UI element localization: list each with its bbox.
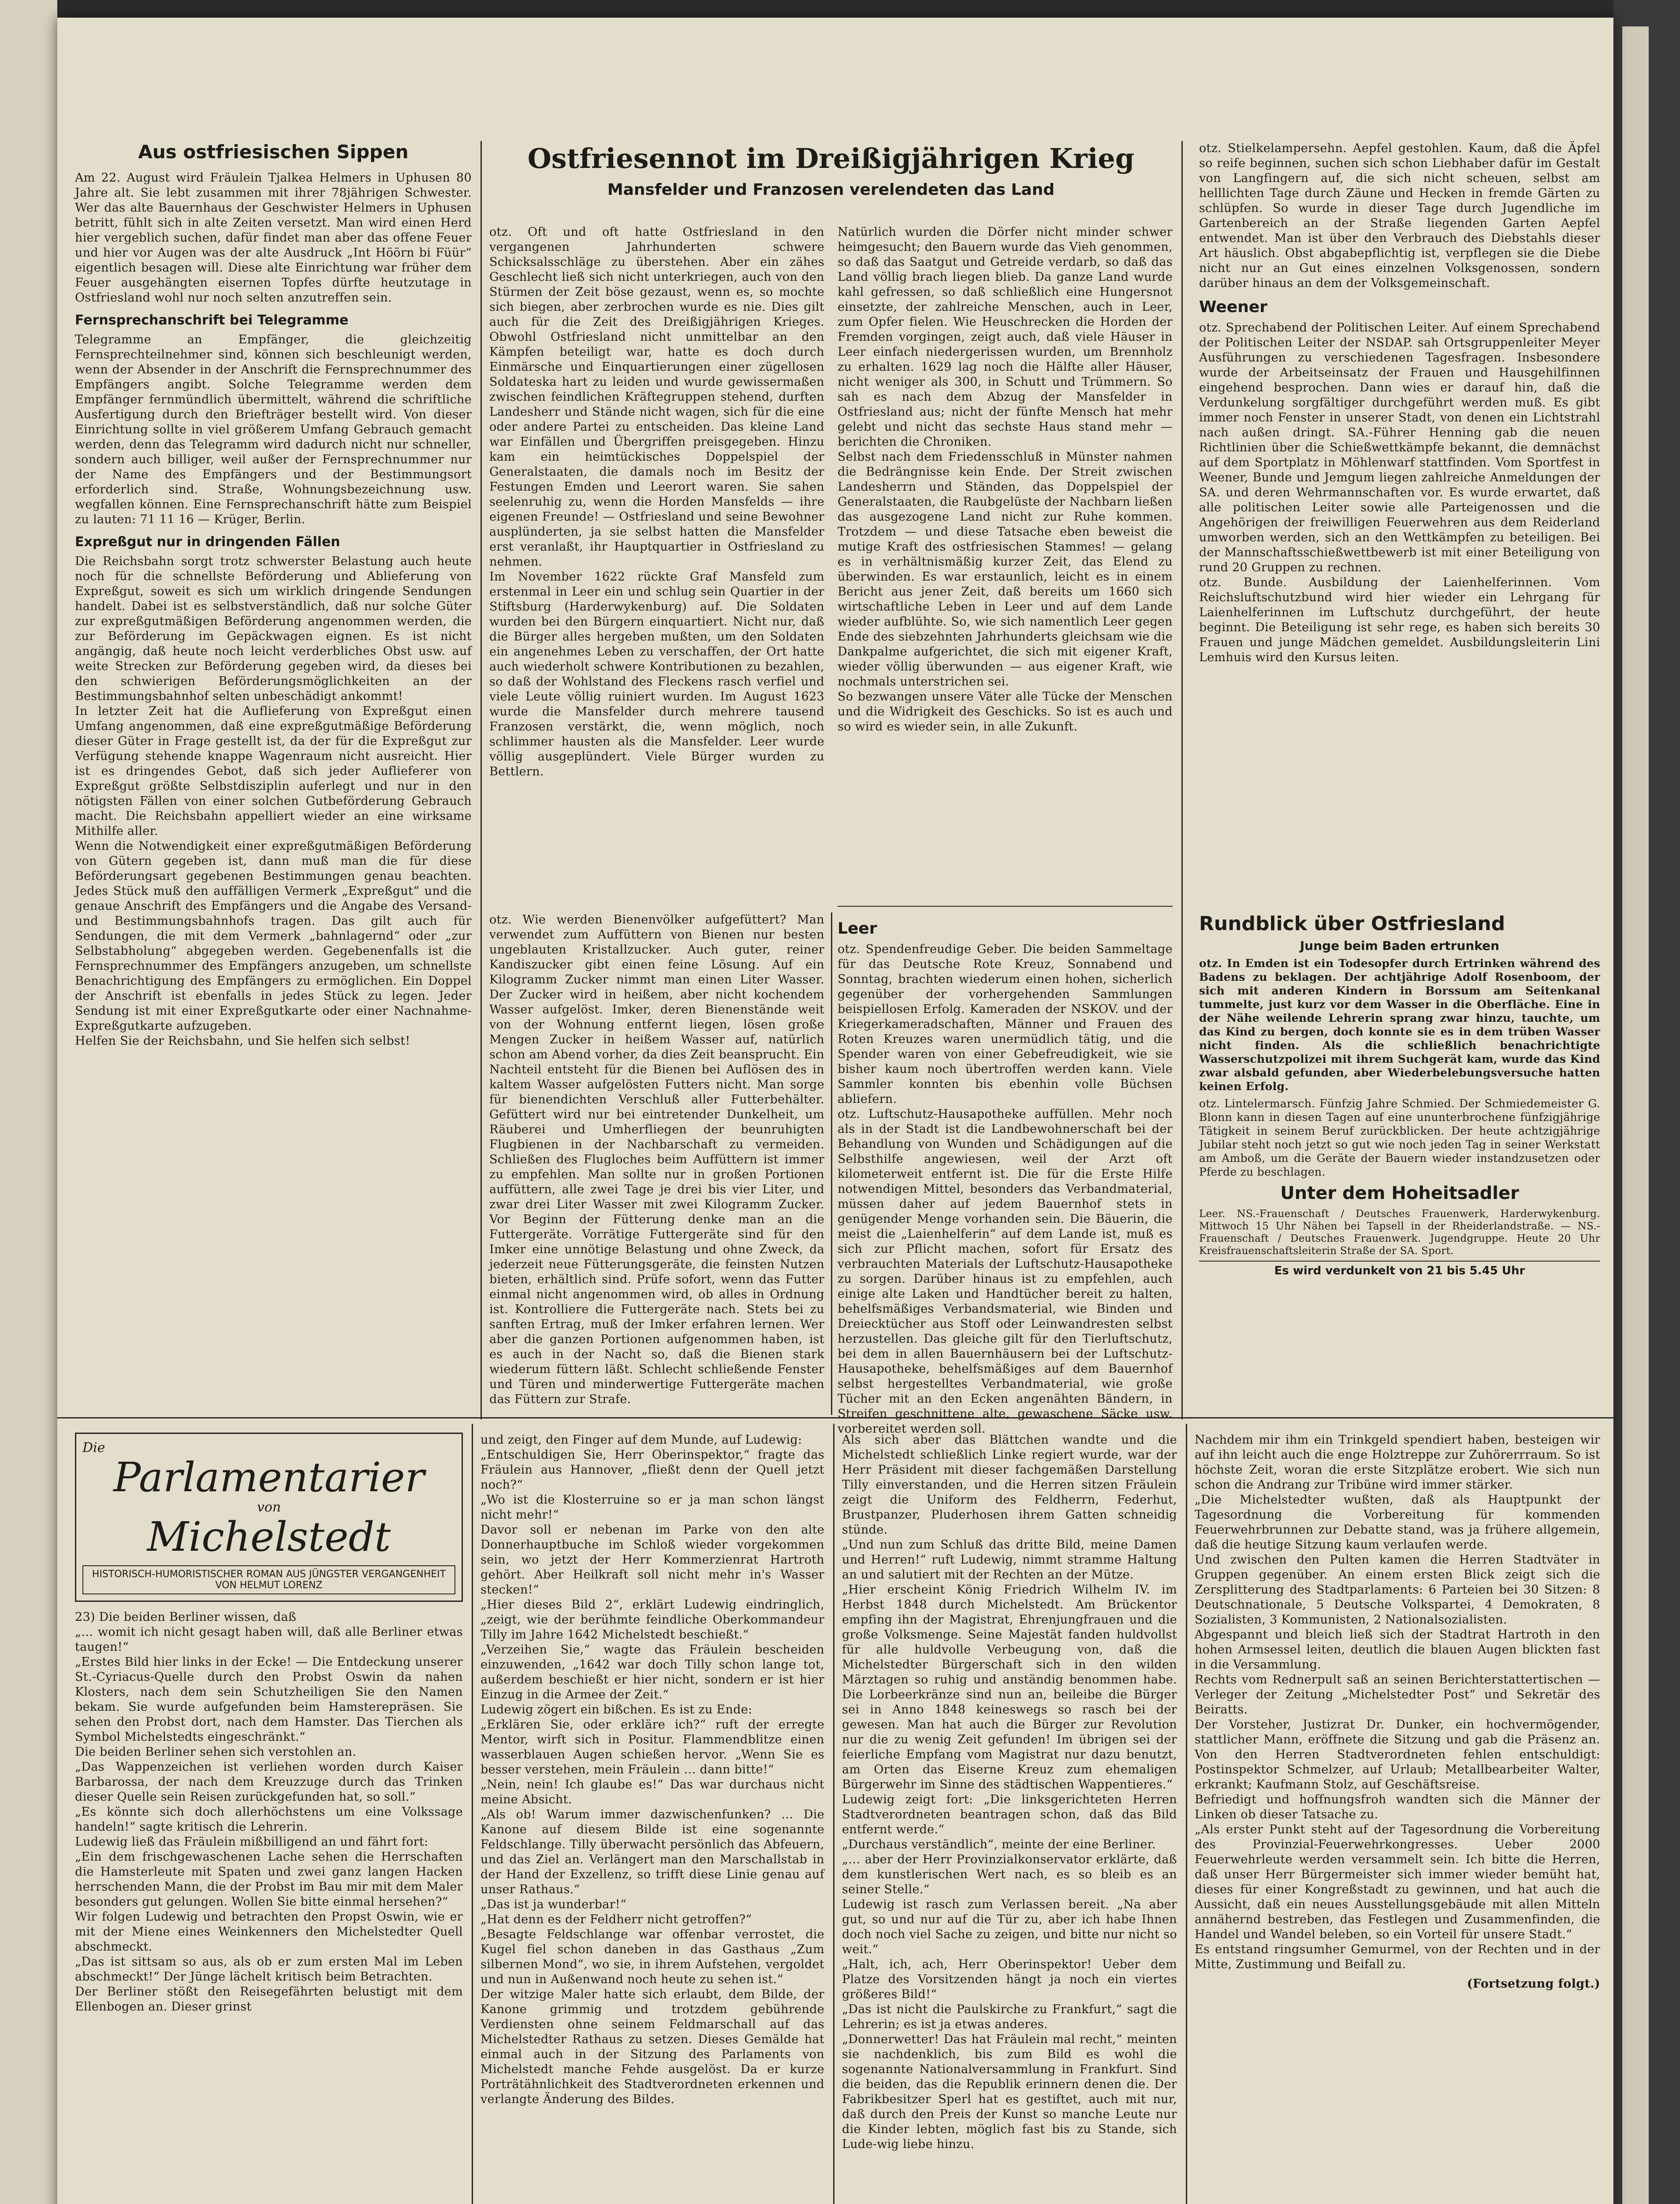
headline-fernsprech: Fernsprechanschrift bei Telegramme xyxy=(75,313,349,328)
main-headline: Ostfriesennot im Dreißigjährigen Krieg xyxy=(527,142,1135,175)
column-rule xyxy=(472,1424,473,2204)
article-sippen: Am 22. August wird Fräulein Tjalkea Helmers in Uphusen 80 Jahre alt. Sie lebt zusammen mit ihrer 78jährigen Schwester. Wer das alte Bauernhaus der Geschwister Helmers in Uphusen betritt, fühlt sich in alte Zeiten versetzt. Man wird einen Herd hier vergeblich suchen, dafür findet man aber das offene Feuer und hier vor Augen was der alte Ausdruck „Int Höörn bi Füür“ eigentlich besagen will. Diese alte Einrichtung war früher dem Feuer ausgehängten eisernen Topfes dürfte heutzutage in Ostfriesland wohl nur noch selten anzutreffen sein. xyxy=(75,171,472,305)
novel-text-3: Als sich aber das Blättchen wandte und die Michelstedt schließlich Linke regiert wurde, war der Herr Präsident mit dieser fachgemäßen Darstellung Tilly einverstanden, und die Herren sitzen Fräulein zeigt die Uniform des Feldherrn, Federhut, Brustpanzer, Pluderhosen ihrem Gatten schneidig stünde. „Und nun zum Schluß das dritte Bild, meine Damen und Herren!“ ruft Ludewig, nimmt stramme Haltung an und salutiert mit der Rechten an der Mütze. „Hier erscheint König Friedrich Wilhelm IV. im Herbst 1848 durch Michelstedt. Am Brückentor empfing ihn der Magistrat, Ehrenjungfrauen und die große Volksmenge. Seine Majestät fanden huldvollst für alle huldvolle Verbeugung von, daß die Michelstedter Bürgerschaft sich in den wilden Märztagen so ruhig und anständig benommen habe. Die Lorbeerkränze sind nun an, beileibe die Bürger sei in Anno 1848 keineswegs so rasch bei der gewesen. Man hat auch die Bürger zur Revolution nur die zu wenig Zeit gefunden! Im übrigen sei der feierliche Empfang vom Magistrat nur dazu benutzt, am Orten das Eiserne Kreuz zum ehemaligen Bürgerwehr im Sinne des städtischen Wappentieres.“ Ludewig zeigt fort: „Die linksgerichteten Herren Stadtverordneten beantragen schon, daß das Bild entfernt werde.“ „Durchaus verständlich“, meinte der eine Berliner. „… aber der Herr Provinzialkonservator erklärte, daß dem kunstlerischen Wert nach, es so bleib es an seiner Stelle.“ Ludewig ist rasch zum Verlassen bereit. „Na aber gut, so und nur auf die Tür zu, aber ich habe Ihnen doch noch viel Sache zu zeigen, und bitte nur nicht so weit.“ „Halt, ich, ach, Herr Oberinspektor! Ueber dem Platze des Vorsitzenden hängt ja noch ein viertes größeres Bild!“ „Das ist nicht die Paulskirche zu Frankfurt,“ sagt die Lehrerin; es ist ja etwas anderes. „Donnerwetter! Das hat Fräulein mal recht,“ meinten sie nachdenklich, bis zum Bild es wohl die sogenannte Nationalversammlung in Frankfurt. Sind die beiden, das die Republik erinnern denen die. Der Fabrikbesitzer Sperl hat es gestiftet, auch mit nur, daß durch den Preis der Kunst so manche Leute nur die Kinder lebten, möglich fast bis zu Stande, sich Lude-wig liebe hinzu. xyxy=(842,1433,1177,2151)
novel-col-3 xyxy=(842,1433,1177,2204)
column-rule xyxy=(1181,141,1183,1419)
main-article-text-2: Natürlich wurden die Dörfer nicht minder schwer heimgesucht; den Bauern wurde das Vieh genommen, so daß das Saatgut und Getreide verdarb, so daß das Land völlig brach liegen blieb. Da ganze Land wurde kahl gefressen, so daß schließlich eine Hungersnot einsetzte, der zahlreiche Menschen, auch in Leer, zum Opfer fielen. Wie Heuschrecken die Horden der Fremden vorgingen, zeigt auch, daß viele Häuser in Leer einfach niedergerissen wurden, um Brennholz zu erhalten. 1629 lag noch die Hälfte aller Häuser, nicht weniger als 300, in Schutt und Trümmern. So sah es nach dem Abzug der Mansfelder in Ostfriesland aus; nicht der fünfte Mensch hat mehr gelebt und nicht das sechste Haus stand mehr — berichten die Chroniken. Selbst nach dem Friedensschluß in Münster nahmen die Bedrängnisse kein Ende. Der Streit zwischen Landesherrn und Ständen, das Doppelspiel der Generalstaaten, die Raubgelüste der Nachbarn ließen das ausgezogene Land nicht zur Ruhe kommen. Trotzdem — und diese Tatsache eben beweist die mutige Kraft des ostfriesischen Stammes! — gelang es in verhältnismäßig kurzer Zeit, das Elend zu überwinden. Es war erstaunlich, leicht es in einem Bericht aus jener Zeit, daß bereits um 1660 sich wirtschaftliche Leben in Leer und auf dem Lande wieder aufblühte. So, wie sich namentlich Leer gegen Ende des siebzehnten Jahrhunderts gleichsam wie die Dankpalme aufgerichtet, die sich mit eigener Kraft, wieder völlig überwunden — aus eigener Kraft, wie nochmals unterstrichen sei. So bezwangen unsere Väter alle Tücke der Menschen und die Widrigkeit des Geschicks. So ist es auch und so wird es wieder sein, in alle Zukunft. xyxy=(838,225,1173,733)
banner-michelstedt: Michelstedt xyxy=(147,1513,391,1560)
rundblick-lead-text: otz. In Emden ist ein Todesopfer durch Ertrinken während des Badens zu beklagen. Der achtjährige Adolf Rosenboom, der sich mit anderen Kindern in Borssum am Seitenkanal tummelte, just kurz vor dem Wasser in die Oberfläche. Eine in der Nähe weilende Lehrerin sprang zwar hinzu, tauchte, um das Kind zu bergen, doch konnte sie es in dem trüben Wasser nicht finden. Als die schließlich benachrichtigte Wasserschutzpolizei mit ihrem Suchgerät kam, wurde das Kind zwar alsbald gefunden, aber Wiederbelebungsversuche hatten keinen Erfolg. xyxy=(1199,957,1600,1093)
headline-leer: Leer xyxy=(838,920,877,938)
column-1 xyxy=(75,141,472,1415)
column-rule xyxy=(481,141,482,1419)
main-article-text-1: otz. Oft und oft hatte Ostfriesland in den vergangenen Jahrhunderten schwere Schicksalsschläge zu überstehen. Aber ein zähes Geschlecht ließ sich nicht unterkriegen, auch von den Stürmen der Zeit böse gezaust, wenn es, so mochte sich biegen, aber zerbrochen wurde es nie. Dies gilt auch für die Zeit des Dreißigjährigen Krieges. Obwohl Ostfriesland nicht unmittelbar an den Kämpfen beteiligt war, hatte es doch durch Einmärsche und Einquartierungen einer zügellosen Soldateska hart zu leiden und wurde gewissermaßen zwischen feindlichen Kräftegruppen stehend, durften Landesherr und Stände nicht wagen, sich für die eine oder andere Partei zu entscheiden. Das kleine Land war Einfällen und Übergriffen preisgegeben. Hinzu kam ein heimtückisches Doppelspiel der Generalstaaten, die damals noch im Besitz der Festungen Emden und Leerort waren. Sie sahen seelenruhig zu, wenn die Horden Mansfelds — ihre eigenen Freunde! — Ostfriesland und seine Bewohner ausplünderten, ja sie selbst hatten die Mansfelder erst veranlaßt, ihr Hauptquartier in Ostfriesland zu nehmen. Im November 1622 rückte Graf Mansfeld zum erstenmal in Leer ein und schlug sein Quartier in der Stiftsburg (Harderwykenburg) auf. Die Soldaten wurden bei den Bürgern einquartiert. Nicht nur, daß die Bürger alles hergeben mußten, um den Soldaten ein angenehmes Leben zu verschaffen, der Ort hatte auch wiederholt schwere Kontributionen zu bezahlen, so daß der Wohlstand des Fleckens rasch verfiel und viele Leute völlig ruiniert wurden. Im August 1623 wurde die Mansfelder durch mehrere tausend Franzosen verstärkt, die, wenn möglich, noch schlimmer hausten als die Mansfelder. Leer wurde völlig ausgeplündert. Viele Bürger wurden zu Bettlern. xyxy=(489,225,824,778)
headline-sippen: Aus ostfriesischen Sippen xyxy=(138,141,409,163)
leer-text: otz. Spendenfreudige Geber. Die beiden Sammeltage für das Deutsche Rote Kreuz, Sonnabend und Sonntag, brachten wiederum einen hohen, sicherlich gegenüber der vorhergehenden Sammlungen beispiellosen Erfolg. Kameraden der NSKOV. und der Kriegerkameradschaften, Männer und Frauen des Roten Kreuzes waren unermüdlich tätig, und die Spender waren von einer Gebefreudigkeit, wie sie bisher kaum noch übertroffen werden kann. Viele Sammler konnten bis ebenhin volle Büchsen abliefern. otz. Luftschutz-Hausapotheke auffüllen. Mehr noch als in der Stadt ist die Landbewohnerschaft bei der Behandlung von Wunden und Schädigungen auf die Selbsthilfe angewiesen, weil der Arzt oft kilometerweit entfernt ist. Die für die Erste Hilfe notwendigen Mittel, besonders das Verbandmaterial, müssen daher auf jedem Bauernhof stets in genügender Menge vorhanden sein. Die Bäuerin, die meist die „Laienhelferin“ auf dem Lande ist, muß es sich zur Pflicht machen, sofort für Ersatz des verbrauchten Materials der Luftschutz-Hausapotheke zu sorgen. Darüber hinaus ist zu empfehlen, auch einige alte Laken und Handtücher bereit zu halten, behelfsmäßiges Verbandsmaterial, wie Binden und Dreiecktücher aus Stoff oder Leinwandresten selbst herzustellen. Das gleiche gilt für den Tierluftschutz, bei dem in allen Bauernhäusern bei der Luftschutz-Hausapotheke, behelfsmäßiges auf dem Bauernhof selbst hergestelltes Verbandmaterial, wie große Tücher mit an den Ecken angenähten Bändern, in Streifen geschnittene alte, gewaschene Säcke usw. vorbereitet werden soll. xyxy=(838,942,1173,1436)
novel-text-4: Nachdem mir ihm ein Trinkgeld spendiert haben, besteigen wir auf ihn leicht auch die enge Holztreppe zur Zuhörerrraum. So ist höchste Zeit, woran die erste Sitzplätze erobert. Wie sich nun schon die Andrang zur Tribüne wird immer stärker. „Die Michelstedter wußten, daß als Hauptpunkt der Tagesordnung die Vorbereitung für kommenden Feuerwehrbrunnen zur Debatte stand, was ja frühere allgemein, daß die heutige Sitzung kaum verlaufen werde. Und zwischen den Pulten kamen die Herren Stadtväter in Gruppen gegenüber. An einem ersten Blick zeigt sich die Zersplitterung des Stadtparlaments: 6 Parteien bei 30 Sitzen: 8 Deutschnationale, 5 Deutsche Volkspartei, 4 Demokraten, 8 Sozialisten, 3 Kommunisten, 2 Nationalsozialisten. Abgespannt und bleich ließ sich der Stadtrat Hartroth in den hohen Armsessel leiten, deutlich die blauen Augen blickten fast in die Versammlung. Rechts vom Rednerpult saß an seinen Berichterstattertischen — Verleger der Zeitung „Michelstedter Post“ und Sekretär des Beiratts. Der Vorsteher, Justizrat Dr. Dunker, ein hochvermögender, stattlicher Mann, eröffnete die Sitzung und gab die Präsenz an. Von den Herren Stadtverordneten fehlen entschuldigt: Postinspektor Schmelzer, auf Urlaub; Metallbearbeiter Walter, erkrankt; Kaufmann Stolz, auf Geschäftsreise. Befriedigt und hoffnungsfroh wandten sich die Männer der Linken ob dieser Tatsache zu. „Als erster Punkt steht auf der Tagesordnung die Vorbereitung des Provinzial-Feuerwehrkongresses. Ueber 2000 Feuerwehrleute werden versammelt sein. Ich bitte die Herren, daß unser Herr Bürgermeister sich immer wieder bemüht hat, dieses für einer Kongreßstadt zu gewinnen, und hat auch die Aussicht, daß ein neues Ausstellungsgebäude mit allen Mitteln annähernd bestreben, das Festlegen und Zusammenfinden, die Handel und Wandel beleben, so ein Vorteil für unsere Stadt.“ Es entstand ringsumher Gemurmel, von der Rechten und in der Mitte, Zustimmung und Beifall zu. xyxy=(1195,1433,1600,1971)
novel-col-2 xyxy=(481,1433,824,2204)
headline-rundblick: Rundblick über Ostfriesland xyxy=(1199,912,1505,935)
novel-title-banner xyxy=(75,1433,463,1602)
banner-subtitle: HISTORISCH-HUMORISTISCHER ROMAN AUS JÜNGSTER VERGANGENHEIT VON HELMUT LORENZ xyxy=(82,1565,455,1594)
banner-die: Die xyxy=(82,1440,105,1456)
section-rule xyxy=(57,1417,1613,1418)
leer-section xyxy=(838,912,1173,1436)
column-rule xyxy=(831,912,832,1415)
main-subheadline: Mansfelder und Franzosen verelendeten das Land xyxy=(607,181,1055,199)
bienen-text: otz. Wie werden Bienenvölker aufgefüttert? Man verwendet zum Auffüttern von Bienen nur besten ungeblauten Kristallzucker. Auch guter, reiner Kandiszucker gibt einen feine Lösung. Auf ein Kilogramm Zucker nimmt man einen Liter Wasser. Der Zucker wird in heißem, aber nicht kochendem Wasser aufgelöst. Imker, deren Bienenstände weit von der Wohnung entfernt liegen, lösen große Mengen Zucker in heißem Wasser auf, natürlich schon am Abend vorher, da dies Zeit beansprucht. Ein Nachteil entsteht für die Bienen bei Auflösen des in kaltem Wasser aufgelösten Futters nicht. Man sorge für bienendichten Verschluß aller Futterbehälter. Gefüttert wird nur bei eintretender Dunkelheit, um Räuberei und Umherfliegen der beunruhigten Flugbienen in der Nachbarschaft zu vermeiden. Schließen des Flugloches beim Auffüttern ist immer zu empfehlen. Man sollte nur in großen Portionen auffüttern, alle zwei Tage je drei bis vier Liter, und zwar drei Liter Wasser mit zwei Kilogramm Zucker. Vor Beginn der Fütterung denke man an die Futtergeräte. Vorrätige Futtergeräte sind für den Imker eine unnötige Belastung und ohne Zweck, da jederzeit neue Fütterungsgeräte, die feinsten Nutzen bieten, erhältlich sind. Prüfe sofort, wenn das Futter einmal nicht angenommen wird, ob alles in Ordnung ist. Kontrolliere die Futtergeräte nach. Stets bei zu sanften Ertrag, muß der Imker erfahren lernen. Wer aber die ganzen Portionen aufgenommen haben, ist es auch in der Nacht so, daß die Bienen stark wiederum füttern läßt. Schlecht schließende Fenster und Türen und minderwertige Futtergeräte machen das Füttern zur Strafe. xyxy=(489,913,824,1406)
headline-hoheitsadler: Unter dem Hoheitsadler xyxy=(1280,1183,1519,1203)
hoheitsadler-text: Leer. NS.-Frauenschaft / Deutsches Frauenwerk, Harderwykenburg. Mittwoch 15 Uhr Nähen bei Tapsell in der Rheiderlandstraße. — NS.-Frauenschaft / Deutsches Frauenwerk. Jugendgruppe. Heute 20 Uhr Kreisfrauenschaftsleiterin Straße der SA. Sport. xyxy=(1199,1208,1600,1257)
newspaper-page xyxy=(57,18,1613,2204)
banner-parlamentarier: Parlamentarier xyxy=(113,1454,425,1501)
novel-text-1: 23) Die beiden Berliner wissen, daß „… womit ich nicht gesagt haben will, daß alle Berliner etwas taugen!“ „Erstes Bild hier links in der Ecke! — Die Entdeckung unserer St.-Cyriacus-Quelle durch den Probst Oswin da nahen Klosters, nach dem sein Schutzheiligen Sie den Namen bekam. Sie wurde aufgefunden beim Hamsterepräsen. Sie sehen den Probst dort, nach dem Hamster. Das Tierchen als Symbol Michelstedts eingeschränkt.“ Die beiden Berliner sehen sich verstohlen an. „Das Wappenzeichen ist verliehen worden durch Kaiser Barbarossa, der nach dem Kreuzzuge durch das Trinken dieser Quelle sein Reisen zurückgefunden hat, so soll.“ „Es könnte sich doch allerhöchstens um eine Volkssage handeln!“ sagte kritisch die Lehrerin. Ludewig ließ das Fräulein mißbilligend an und fährt fort: „Ein dem frischgewaschenen Lache sehen die Herrschaften die Hamsterleute mit Spaten und zwei ganz langen Hacken herrschenden Mann, die der Probst im Bau mir mit dem Maler besonders gut gelungen. Wollen Sie bitte einmal hersehen?“ Wir folgen Ludewig und betrachten den Propst Oswin, wie er mit der Miene eines Weinkenners den Michelstedter Quell abschmeckt. „Das ist sittsam so aus, als ob er zum ersten Mal im Leben abschmeckt!“ Der Jünge lächelt kritisch beim Betrachten. Der Berliner stößt den Reisegefährten belustigt mit dem Ellenbogen an. Dieser grinst xyxy=(75,1610,463,2014)
right-column-top xyxy=(1199,141,1600,912)
novel-col-4 xyxy=(1195,1433,1600,2204)
weener-text: otz. Sprechabend der Politischen Leiter. Auf einem Sprechabend der Politischen Leiter der NSDAP. sah Ortsgruppenleiter Meyer Ausführungen zu verschiedenen Tagesfragen. Insbesondere wurde der Arbeitseinsatz der Frauen und Hausgehilfinnen eingehend besprochen. Dann wies er darauf hin, daß die Verdunkelung sorgfältiger durchgeführt werden muß. Es gibt immer noch Fenster in unserer Stadt, von denen ein Lichtstrahl nach außen dringt. SA.-Führer Henning gab die neuen Richtlinien über die Schießwettkämpfe bekannt, die demnächst auf dem Sportplatz in Möhlenwarf stattfinden. Vom Sportfest in Weener, Bunde und Jemgum liegen zahlreiche Anmeldungen der SA. und deren Wehrmannschaften vor. Es wurde erwartet, daß alle politischen Leiter sowie alle Parteigenossen und die Angehörigen der freiwilligen Feuerwehren aus dem Reiderland umworben werden, sich an den Wettkämpfen zu beteiligen. Bei der Mannschaftsschießwettbewerb ist mit einer Beteiligung von rund 20 Gruppen zu rechnen. otz. Bunde. Ausbildung der Laienhelferinnen. Vom Reichsluftschutzbund wird hier wieder ein Lehrgang für Laienhelferinnen im Luftschutz durchgeführt, der heute beginnt. Die Beteiligung ist sehr rege, es haben sich bereits 30 Frauen und junge Mädchen gemeldet. Ausbildungsleiterin Lini Lemhuis wird den Kursus leiten. xyxy=(1199,321,1600,664)
stielkelampersehn-text: otz. Stielkelampersehn. Aepfel gestohlen. Kaum, daß die Äpfel so reife beginnen, suchen sich schon Liebhaber dafür im Gestalt von Langfingern auf, die sich nicht scheuen, selbst am helllichten Tage durch Zäune und Hecken in fremde Gärten zu schlüpfen. So wurde in dieser Tage durch Jugendliche im Gartenbereich an der Straße liegenden Garten Aepfel entwendet. Man ist über den Verbrauch des Diebstahls dieser Art häuslich. Obst abgabepflichtig ist, verpflegen sie die Diebe nicht nur an Gut eines einzelnen Volksgenossen, sondern darüber hinaus an dem der Volksgemeinschaft. xyxy=(1199,141,1600,290)
subheadline-rundblick: Junge beim Baden ertrunken xyxy=(1300,938,1500,953)
page-gutter-left xyxy=(0,0,57,2204)
headline-weener: Weener xyxy=(1199,298,1268,316)
article-rule xyxy=(838,906,1173,907)
next-page-edge xyxy=(1622,26,1649,2204)
article-express: Die Reichsbahn sorgt trotz schwerster Belastung auch heute noch für die schnellste Beförderung und Ablieferung von Expreßgut, soweit es sich um wirklich dringende Sendungen handelt. Dabei ist es selbstverständlich, daß nur solche Güter zur expreßgutmäßigen Beförderung angenommen werden, die zur Beförderung im Gepäckwagen eignen. Es ist nicht angängig, daß heute noch leicht verderbliches Obst usw. auf weite Strecken zur Beförderung gegeben wird, da dieses bei den schwierigen Beförderungsmöglichkeiten an der Bestimmungsbahnhof selten unbeschädigt ankommt! In letzter Zeit hat die Auflieferung von Expreßgut einen Umfang angenommen, daß eine expreßgutmäßige Beförderung dieser Güter in Frage gestellt ist, da der für die Expreßgut zur Verfügung stehende knappe Wagenraum nicht ausreicht. Hier ist es dringendes Gebot, daß sich jeder Auflieferer von Expreßgut größte Selbstdisziplin auferlegt und nur in den nötigsten Fällen von einer solchen Gutbeförderung Gebrauch macht. Die Reichsbahn appelliert wieder an eine wirksame Mithilfe aller. Wenn die Notwendigkeit einer expreßgutmäßigen Beförderung von Gütern gegeben ist, dann muß man die für diese Beförderungsart gegebenen Bestimmungen genau beachten. Jedes Stück muß den auffälligen Vermerk „Expreßgut“ und die genaue Anschrift des Empfängers und die Angabe des Versand- und Bestimmungsbahnhofs tragen. Das gilt auch für Sendungen, die mit dem Vermerk „bahnlagernd“ oder „zur Selbstabholung“ abgegeben werden. Gegebenenfalls ist die Fernsprechnummer des Empfängers anzugeben, um schnellste Benachrichtigung des Empfängers zu ermöglichen. Ein Doppel der Anschrift ist ebenfalls in jedes Stück zu legen. Jeder Sendung ist mit einer Expreßgutkarte oder einer Nachnahme-Expreßgutkarte aufzugeben. Helfen Sie der Reichsbahn, und Sie helfen sich selbst! xyxy=(75,555,472,1048)
rundblick-text-2: otz. Lintelermarsch. Fünfzig Jahre Schmied. Der Schmiedemeister G. Blonn kann in diesen Tagen auf eine ununterbrochene fünfzigjährige Tätigkeit in seinem Beruf zurückblicken. Der heute achtzigjährige Jubilar steht noch jetzt so gut wie noch jeden Tag in seiner Werkstatt am Amboß, um die Geräte der Bauern wieder instandzusetzen oder Pferde zu beschlagen. xyxy=(1199,1097,1600,1178)
headline-express: Expreßgut nur in dringenden Fällen xyxy=(75,534,340,550)
rundblick-section xyxy=(1199,912,1600,1415)
main-article-col-1 xyxy=(489,225,824,912)
novel-col-1 xyxy=(75,1433,463,2204)
column-rule xyxy=(833,1424,834,2204)
verdunkelung-notice: Es wird verdunkelt von 21 bis 5.45 Uhr xyxy=(1199,1261,1600,1277)
main-article-col-2 xyxy=(838,225,1173,912)
article-fernsprech: Telegramme an Empfänger, die gleichzeitig Fernsprechteilnehmer sind, können sich beschleunigt werden, wenn der Absender in der Anschrift die Fernsprechnummer des Empfängers angibt. Solche Telegramme werden dem Empfänger fernmündlich übermittelt, während die schriftliche Ausfertigung durch den Briefträger bestellt wird. Von dieser Einrichtung sollte in viel größerem Umfang Gebrauch gemacht werden, denn das Telegramm wird dadurch nicht nur schneller, sondern auch billiger, weil außer der Fernsprechnummer nur der Name des Empfängers und der Bestimmungsort erforderlich sind. Straße, Wohnungsbezeichnung usw. wegfallen können. Eine Fernsprechanschrift hätte zum Beispiel zu lauten: 71 11 16 — Krüger, Berlin. xyxy=(75,333,472,526)
column-rule xyxy=(1186,1424,1187,2204)
bienen-article xyxy=(489,912,824,1415)
banner-von: von xyxy=(257,1500,281,1515)
novel-text-2: und zeigt, den Finger auf dem Munde, auf Ludewig: „Entschuldigen Sie, Herr Oberinspektor,“ fragte das Fräulein aus Hannover, „fließt denn der Quell jetzt noch?“ „Wo ist die Klosterruine so er ja man schon längst nicht mehr!“ Davor soll er nebenan im Parke von den alte Donnerhauptbuche im Schloß wieder vorgekommen sein, wo jetzt der Herr Kommerzienrat Hartroth gehört. Aber Heilkraft soll nicht mehr in's Wasser stecken!“ „Hier dieses Bild 2“, erklärt Ludewig eindringlich, „zeigt, wie der berühmte feindliche Oberkommandeur Tilly im Jahre 1642 Michelstedt beschießt.“ „Verzeihen Sie,“ wagte das Fräulein bescheiden einzuwenden, „1642 war doch Tilly schon lange tot, außerdem beschießt er hier nicht, sondern er ist hier Einzug in die Armee der Zeit.“ Ludewig zögert ein bißchen. Es ist zu Ende: „Erklären Sie, oder erkläre ich?“ ruft der erregte Mentor, wirft sich in Positur. Flammendblitze einen wasserblauen Augen schießen hervor. „Wenn Sie es besser verstehen, mein Fräulein … dann bitte!“ „Nein, nein! Ich glaube es!“ Das war durchaus nicht meine Absicht. „Als ob! Warum immer dazwischenfunken? … Die Kanone auf diesem Bilde ist eine sogenannte Feldschlange. Tilly überwacht persönlich das Abfeuern, und das Ziel an. Verlängert man den Marschallstab in der Hand der Exzellenz, so trifft diese Linie genau auf unser Rathaus.“ „Das ist ja wunderbar!“ „Hat denn es der Feldherr nicht getroffen?“ „Besagte Feldschlange war offenbar verrostet, die Kugel fiel schon daneben in das Gasthaus „Zum silbernen Mond“, wo sie, in ihrem Aufstehen, vergoldet und nun in Außenwand noch heute zu sehen ist.“ Der witzige Maler hatte sich erlaubt, dem Bilde, der Kanone grimmig und trotzdem gebührende Verdiensten ohne seinem Feldmarschall auf das Michelstedter Rathaus zu setzen. Dieses Gemälde hat einmal auch in der Sitzung des Parlaments von Michelstedt manche Fehde ausgelöst. Da er kurze Porträtähnlichkeit des Stadtverordneten erkennen und verlangte Änderung des Bildes. xyxy=(481,1433,824,2106)
page-gutter-right xyxy=(1613,0,1680,2204)
fortsetzung-note: (Fortsetzung folgt.) xyxy=(1467,1977,1600,1991)
